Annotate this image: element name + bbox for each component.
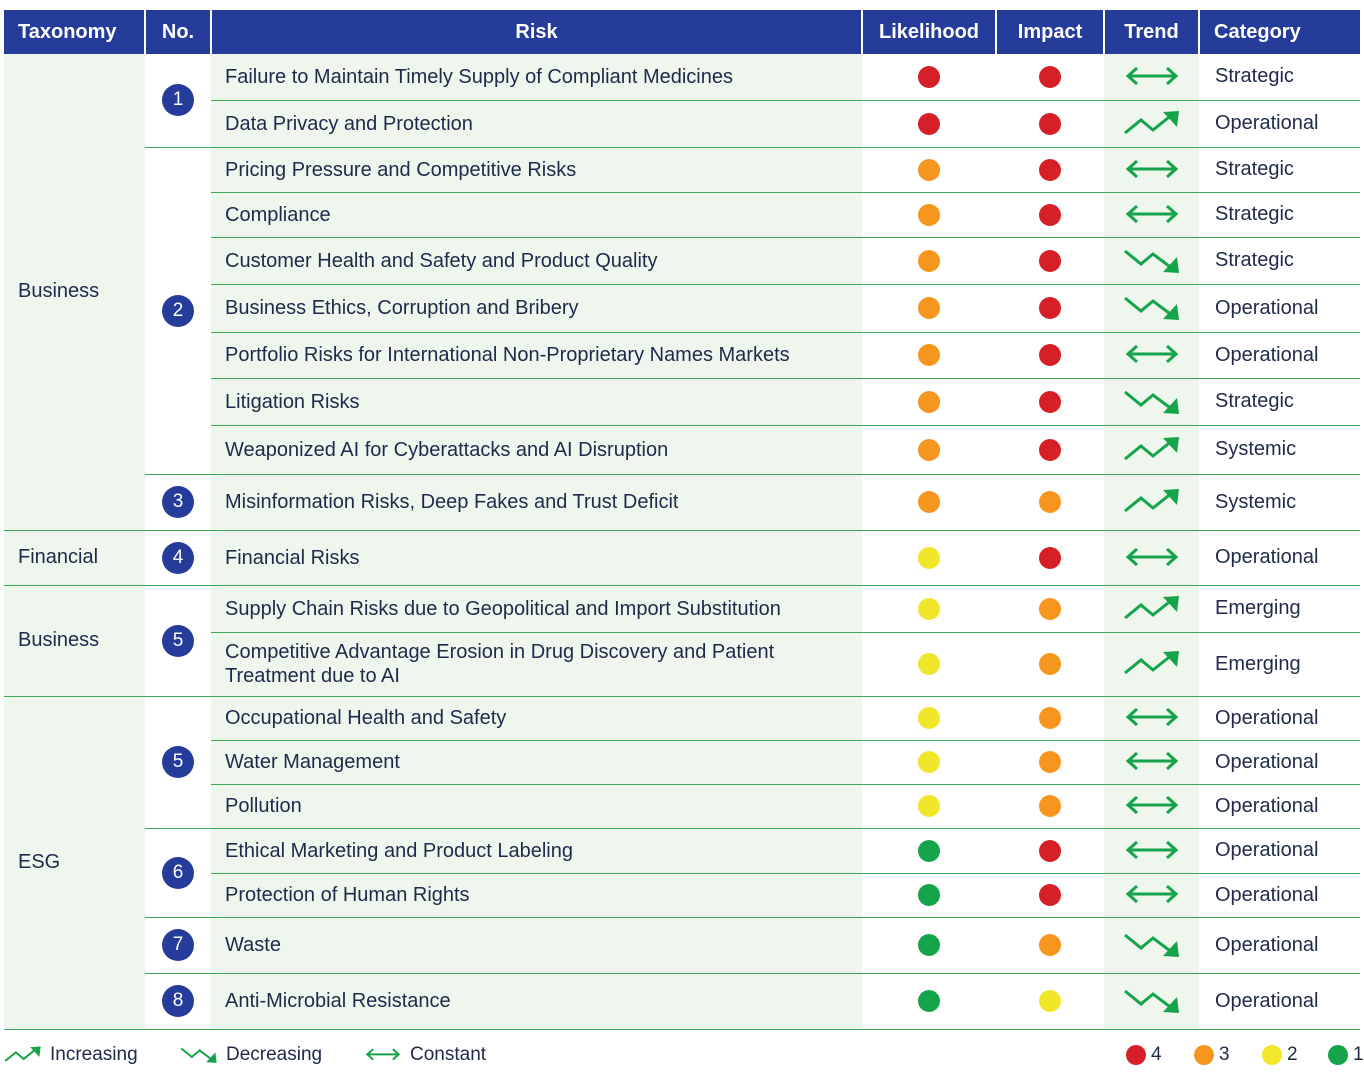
header-likelihood: Likelihood [862, 10, 996, 54]
constant-icon [364, 1044, 410, 1066]
risk-cell: Misinformation Risks, Deep Fakes and Trust Deficit [211, 474, 862, 530]
trend-cell [1104, 917, 1199, 973]
number-badge: 5 [162, 625, 194, 657]
number-cell [145, 973, 211, 1029]
category-cell: Operational [1199, 740, 1360, 784]
table-row [4, 147, 1360, 192]
risk-table [4, 10, 1360, 1030]
likelihood-cell [862, 147, 996, 192]
increasing-icon [1123, 490, 1181, 512]
trend-cell [1104, 585, 1199, 632]
legend-level-1-label: 1 [1353, 1044, 1364, 1065]
constant-icon [1123, 65, 1181, 87]
taxonomy-cell: Business [4, 54, 145, 530]
legend-level-1 [1328, 1044, 1364, 1066]
number-cell [145, 696, 211, 828]
likelihood-cell [862, 973, 996, 1029]
risk-cell: Financial Risks [211, 530, 862, 585]
likelihood-cell [862, 332, 996, 378]
increasing-icon [1123, 597, 1181, 619]
risk-cell: Competitive Advantage Erosion in Drug Discovery and Patient Treatment due to AI [211, 632, 862, 696]
trend-cell [1104, 696, 1199, 740]
legend-decreasing-label: Decreasing [226, 1044, 323, 1065]
risk-cell: Protection of Human Rights [211, 873, 862, 917]
constant-icon [1123, 839, 1181, 861]
trend-cell [1104, 740, 1199, 784]
impact-dot [1039, 297, 1061, 319]
impact-cell [996, 100, 1104, 147]
trend-cell [1104, 237, 1199, 284]
table-row [4, 54, 1360, 100]
header-impact: Impact [996, 10, 1104, 54]
impact-dot [1039, 113, 1061, 135]
table-row [4, 474, 1360, 530]
impact-cell [996, 873, 1104, 917]
likelihood-cell [862, 284, 996, 332]
likelihood-dot [918, 598, 940, 620]
category-cell: Operational [1199, 873, 1360, 917]
impact-cell [996, 973, 1104, 1029]
impact-dot [1039, 204, 1061, 226]
likelihood-cell [862, 425, 996, 474]
likelihood-dot [918, 344, 940, 366]
impact-dot [1039, 707, 1061, 729]
number-cell [145, 54, 211, 147]
likelihood-dot [918, 934, 940, 956]
legend-level-4 [1126, 1044, 1162, 1066]
increasing-icon [1123, 652, 1181, 674]
increasing-icon [1123, 438, 1181, 460]
impact-cell [996, 585, 1104, 632]
risk-cell: Waste [211, 917, 862, 973]
trend-cell [1104, 147, 1199, 192]
impact-dot [1039, 840, 1061, 862]
trend-cell [1104, 632, 1199, 696]
impact-dot [1039, 884, 1061, 906]
category-cell: Operational [1199, 530, 1360, 585]
trend-cell [1104, 54, 1199, 100]
impact-cell [996, 740, 1104, 784]
level-1-dot [1328, 1045, 1348, 1065]
risk-cell: Water Management [211, 740, 862, 784]
likelihood-dot [918, 990, 940, 1012]
legend-level-4-label: 4 [1151, 1044, 1162, 1065]
number-badge: 6 [162, 857, 194, 889]
likelihood-dot [918, 840, 940, 862]
decreasing-icon [1123, 296, 1181, 318]
legend-constant [364, 1044, 486, 1066]
number-cell [145, 530, 211, 585]
category-cell: Operational [1199, 332, 1360, 378]
impact-cell [996, 284, 1104, 332]
risk-cell: Weaponized AI for Cyberattacks and AI Disruption [211, 425, 862, 474]
likelihood-cell [862, 917, 996, 973]
likelihood-dot [918, 391, 940, 413]
constant-icon [1123, 203, 1181, 225]
category-cell: Operational [1199, 100, 1360, 147]
impact-cell [996, 378, 1104, 425]
likelihood-dot [918, 297, 940, 319]
likelihood-cell [862, 828, 996, 873]
impact-dot [1039, 934, 1061, 956]
header-trend: Trend [1104, 10, 1199, 54]
impact-cell [996, 474, 1104, 530]
constant-icon [1123, 883, 1181, 905]
impact-cell [996, 917, 1104, 973]
impact-dot [1039, 751, 1061, 773]
category-cell: Operational [1199, 828, 1360, 873]
number-cell [145, 585, 211, 696]
likelihood-cell [862, 585, 996, 632]
impact-cell [996, 530, 1104, 585]
impact-cell [996, 828, 1104, 873]
constant-icon [1123, 750, 1181, 772]
likelihood-dot [918, 204, 940, 226]
impact-cell [996, 425, 1104, 474]
table-row [4, 530, 1360, 585]
decreasing-icon [180, 1044, 226, 1066]
likelihood-dot [918, 250, 940, 272]
constant-icon [1123, 794, 1181, 816]
number-badge: 5 [162, 746, 194, 778]
trend-cell [1104, 332, 1199, 378]
category-cell: Strategic [1199, 192, 1360, 237]
level-2-dot [1262, 1045, 1282, 1065]
category-cell: Strategic [1199, 378, 1360, 425]
impact-cell [996, 784, 1104, 828]
number-cell [145, 147, 211, 474]
impact-dot [1039, 344, 1061, 366]
likelihood-cell [862, 378, 996, 425]
impact-cell [996, 237, 1104, 284]
number-badge: 7 [162, 929, 194, 961]
trend-cell [1104, 828, 1199, 873]
impact-dot [1039, 66, 1061, 88]
header-taxonomy: Taxonomy [4, 10, 145, 54]
likelihood-dot [918, 795, 940, 817]
decreasing-icon [1123, 390, 1181, 412]
likelihood-cell [862, 100, 996, 147]
impact-dot [1039, 795, 1061, 817]
constant-icon [1123, 706, 1181, 728]
risk-cell: Supply Chain Risks due to Geopolitical and Import Substitution [211, 585, 862, 632]
impact-cell [996, 147, 1104, 192]
impact-dot [1039, 547, 1061, 569]
legend-level-3 [1194, 1044, 1230, 1066]
taxonomy-cell: ESG [4, 696, 145, 1029]
likelihood-dot [918, 491, 940, 513]
legend [4, 1040, 1364, 1074]
category-cell: Strategic [1199, 237, 1360, 284]
risk-cell: Pricing Pressure and Competitive Risks [211, 147, 862, 192]
impact-dot [1039, 491, 1061, 513]
likelihood-dot [918, 884, 940, 906]
impact-dot [1039, 159, 1061, 181]
table-row [4, 917, 1360, 973]
trend-cell [1104, 530, 1199, 585]
trend-cell [1104, 973, 1199, 1029]
category-cell: Emerging [1199, 585, 1360, 632]
table-row [4, 828, 1360, 873]
likelihood-dot [918, 159, 940, 181]
decreasing-icon [1123, 249, 1181, 271]
taxonomy-cell: Business [4, 585, 145, 696]
impact-cell [996, 632, 1104, 696]
table-header-row [4, 10, 1360, 54]
risk-cell: Data Privacy and Protection [211, 100, 862, 147]
impact-dot [1039, 391, 1061, 413]
decreasing-icon [1123, 989, 1181, 1011]
table-row [4, 973, 1360, 1029]
likelihood-cell [862, 54, 996, 100]
impact-dot [1039, 439, 1061, 461]
likelihood-cell [862, 784, 996, 828]
category-cell: Strategic [1199, 147, 1360, 192]
trend-cell [1104, 873, 1199, 917]
category-cell: Systemic [1199, 474, 1360, 530]
category-cell: Emerging [1199, 632, 1360, 696]
likelihood-cell [862, 237, 996, 284]
likelihood-dot [918, 653, 940, 675]
header-category: Category [1199, 10, 1360, 54]
number-badge: 3 [162, 486, 194, 518]
number-cell [145, 474, 211, 530]
increasing-icon [1123, 112, 1181, 134]
trend-cell [1104, 284, 1199, 332]
category-cell: Operational [1199, 696, 1360, 740]
level-4-dot [1126, 1045, 1146, 1065]
category-cell: Operational [1199, 784, 1360, 828]
trend-cell [1104, 192, 1199, 237]
increasing-icon [4, 1044, 50, 1066]
number-cell [145, 828, 211, 917]
likelihood-cell [862, 740, 996, 784]
risk-cell: Portfolio Risks for International Non-Proprietary Names Markets [211, 332, 862, 378]
constant-icon [1123, 546, 1181, 568]
category-cell: Systemic [1199, 425, 1360, 474]
constant-icon [1123, 343, 1181, 365]
number-badge: 4 [162, 542, 194, 574]
category-cell: Strategic [1199, 54, 1360, 100]
header-number: No. [145, 10, 211, 54]
risk-cell: Customer Health and Safety and Product Quality [211, 237, 862, 284]
header-risk: Risk [211, 10, 862, 54]
risk-cell: Litigation Risks [211, 378, 862, 425]
number-cell [145, 917, 211, 973]
trend-cell [1104, 784, 1199, 828]
likelihood-dot [918, 439, 940, 461]
category-cell: Operational [1199, 973, 1360, 1029]
legend-level-3-label: 3 [1219, 1044, 1230, 1065]
impact-dot [1039, 598, 1061, 620]
risk-cell: Occupational Health and Safety [211, 696, 862, 740]
legend-increasing [4, 1044, 138, 1066]
constant-icon [1123, 158, 1181, 180]
number-badge: 1 [162, 84, 194, 116]
legend-increasing-label: Increasing [50, 1044, 138, 1065]
legend-constant-label: Constant [410, 1044, 487, 1065]
likelihood-cell [862, 873, 996, 917]
table-row [4, 696, 1360, 740]
risk-cell: Failure to Maintain Timely Supply of Compliant Medicines [211, 54, 862, 100]
table-row [4, 585, 1360, 632]
number-badge: 2 [162, 295, 194, 327]
likelihood-dot [918, 113, 940, 135]
likelihood-dot [918, 66, 940, 88]
trend-cell [1104, 378, 1199, 425]
legend-level-2-label: 2 [1287, 1044, 1298, 1065]
level-3-dot [1194, 1045, 1214, 1065]
impact-cell [996, 696, 1104, 740]
risk-cell: Pollution [211, 784, 862, 828]
number-badge: 8 [162, 985, 194, 1017]
risk-cell: Business Ethics, Corruption and Bribery [211, 284, 862, 332]
impact-cell [996, 192, 1104, 237]
likelihood-cell [862, 530, 996, 585]
risk-cell: Anti-Microbial Resistance [211, 973, 862, 1029]
likelihood-cell [862, 192, 996, 237]
likelihood-cell [862, 696, 996, 740]
risk-cell: Ethical Marketing and Product Labeling [211, 828, 862, 873]
trend-cell [1104, 100, 1199, 147]
trend-cell [1104, 474, 1199, 530]
likelihood-dot [918, 547, 940, 569]
impact-dot [1039, 250, 1061, 272]
impact-cell [996, 54, 1104, 100]
impact-cell [996, 332, 1104, 378]
likelihood-cell [862, 474, 996, 530]
category-cell: Operational [1199, 917, 1360, 973]
impact-dot [1039, 990, 1061, 1012]
category-cell: Operational [1199, 284, 1360, 332]
decreasing-icon [1123, 933, 1181, 955]
legend-decreasing [180, 1044, 322, 1066]
impact-dot [1039, 653, 1061, 675]
likelihood-dot [918, 751, 940, 773]
taxonomy-cell: Financial [4, 530, 145, 585]
likelihood-dot [918, 707, 940, 729]
trend-cell [1104, 425, 1199, 474]
legend-level-2 [1262, 1044, 1298, 1066]
likelihood-cell [862, 632, 996, 696]
risk-cell: Compliance [211, 192, 862, 237]
